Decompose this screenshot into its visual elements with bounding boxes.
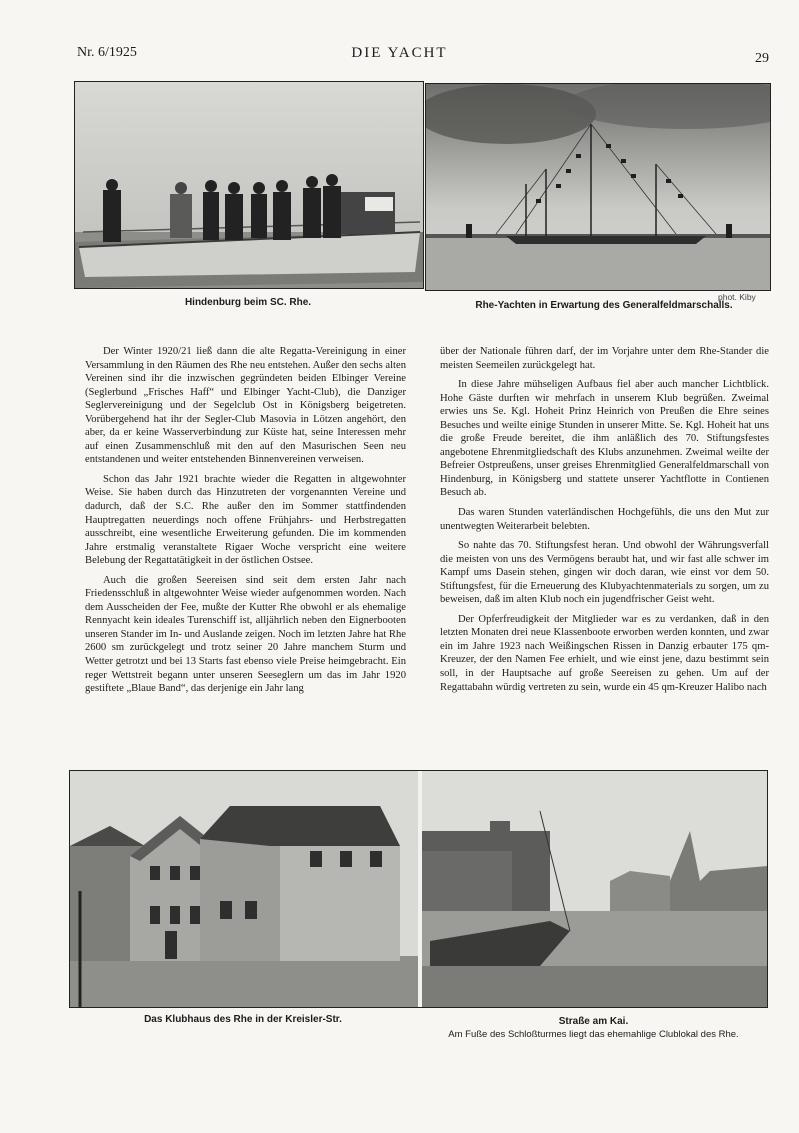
caption-hindenburg: Hindenburg beim SC. Rhe. <box>184 297 312 308</box>
masthead: DIE YACHT <box>351 45 448 61</box>
caption-street-quay: Straße am Kai. <box>558 1016 629 1027</box>
issue-number: Nr. 6/1925 <box>77 45 137 60</box>
paragraph: Das waren Stunden vaterländischen Hochgefühls, die uns den Mut zur unentwegten Weiterarbeit belebten. <box>440 507 769 532</box>
caption-clubhouse: Das Klubhaus des Rhe in der Kreisler-Str. <box>144 1014 342 1025</box>
text-column-left <box>85 345 406 702</box>
paragraph: Der Opferfreudigkeit der Mitglieder war es zu verdanken, daß in den letzten Monaten drei neue Klassenboote erworben werden konnten, und zwar ein im Jahre 1923 nach Weißingschen Rissen in Danzig erbauter 175 qm-Kreuzer, der den Namen Fee erhielt, und wie einst jene, dazu bestimmt sein soll, in der Hauptsache auf große Seereisen zu gehen. Um auf der Regattabahn würdig vertreten zu sein, wurde ein 45 qm-Kreuzer Halibo nach <box>440 613 769 693</box>
paragraph: In diese Jahre mühseligen Aufbaus fiel aber auch mancher Lichtblick. Hohe Gäste durften wir mehrfach in unserem Klub begrüßen. Zweimal erwies uns Se. Kgl. Hoheit Prinz Heinrich von Preußen die Ehre seines Besuches und weilte einige Stunden in unserer Mitte. Se. Kgl. Hoheit hat uns die große Freude bereitet, die ihm anläßlich des 70. Stiftungsfestes angebotene Ehrenmitgliedschaft des Klubs anzunehmen. Zweimal weilte der Befreier Ostpreußens, unser greises Ehrenmitglied Generalfeldmarschall von Hindenburg, in Königsberg und stattete unserer Yachtflotte in Contienen Besuch ab. <box>440 379 769 499</box>
photo-credit: phot. Kiby <box>718 292 756 302</box>
paragraph: Auch die großen Seereisen sind seit dem ersten Jahr nach Friedensschluß in altgewohnter Weise wieder aufgenommen worden. Nach dem Ausscheiden der Fee, mußte der Kutter Rhe obwohl er als ehemalige Rennyacht kein ideales Turenschiff ist, alljährlich neben den Eignerbooten unseren Stander im In- und Auslande zeigen. Noch im letzten Jahre hat Rhe 2600 sm zurückgelegt und trotz seiner 20 Jahre manchem Sturm und Wetter getrotzt und bei 13 Starts fast ebenso viele Preise heimgebracht. Ein reger Wettstreit begann unter unseren Seeseglern um das im Jahr 1920 gestiftete „Blaue Band“, das derjenige ein Jahr lang <box>85 574 406 695</box>
paragraph: Der Winter 1920/21 ließ dann die alte Regatta-Vereinigung in einer Versammlung in den Räumen des Rhe neu entstehen. Außer den sechs alten Vereinen sind ihr die inzwischen gegründeten beiden Elbinger Vereine (Seglerbund „Frisches Haff“ und Elbinger Yacht-Club), die Danziger Seglervereinigung und der Segelclub Ost in Königsberg beigetreten. Vorübergehend hat ihr der Segler-Club Masovia in Lötzen angehört, den aber, da er keine Wasserverbindung zur Küste hat, seine Interessen mehr auf einen Zusammenschluß mit den auf den Masurischen Seen neu entstandenen und weiter entstehenden Binnenvereinen verweisen. <box>85 346 406 466</box>
photo-hindenburg-boat <box>74 81 424 289</box>
paragraph: So nahte das 70. Stiftungsfest heran. Und obwohl der Währungsverfall die meisten von uns des Vermögens beraubt hat, und wir fast alle schwer im Kampf ums Dasein stehen, gingen wir doch daran, wie einst vor dem 50. Stiftungsfest, für die Erneuerung des Klubyachtenmaterials zu sorgen, um zu beweisen, daß im alten Klub noch ein jugendfrischer Geist weht. <box>440 540 769 606</box>
page-number: 29 <box>755 51 769 66</box>
paragraph: über der Nationale führen darf, der im Vorjahre unter dem Rhe-Stander die meisten Seemeilen zurückgelegt hat. <box>440 346 769 371</box>
subcaption-street-quay: Am Fuße des Schloßturmes liegt das ehemahlige Clublokal des Rhe. <box>448 1029 739 1040</box>
paragraph: Schon das Jahr 1921 brachte wieder die Regatten in altgewohnter Weise. Sie haben durch das Hinzutreten der vorgenannten Vereine und dadurch, daß der S.C. Rhe außer den im Sommer stattfindenden Hauptregatten neuerdings noch offene Frühjahrs- und Herbstregatten ausschreibt, eine wesentliche Erweiterung gefunden. Die im kommenden Jahre erstmalig veranstaltete Rigaer Woche verspricht eine weitere Belebung der Regattatätigkeit in der östlichen Ostsee. <box>85 473 406 567</box>
text-column-right <box>440 345 769 700</box>
caption-rhe-yachts: Rhe-Yachten in Erwartung des Generalfeldmarschalls. <box>475 300 733 311</box>
photo-frame-bottom <box>69 770 768 1008</box>
photo-rhe-yachts <box>425 83 771 291</box>
